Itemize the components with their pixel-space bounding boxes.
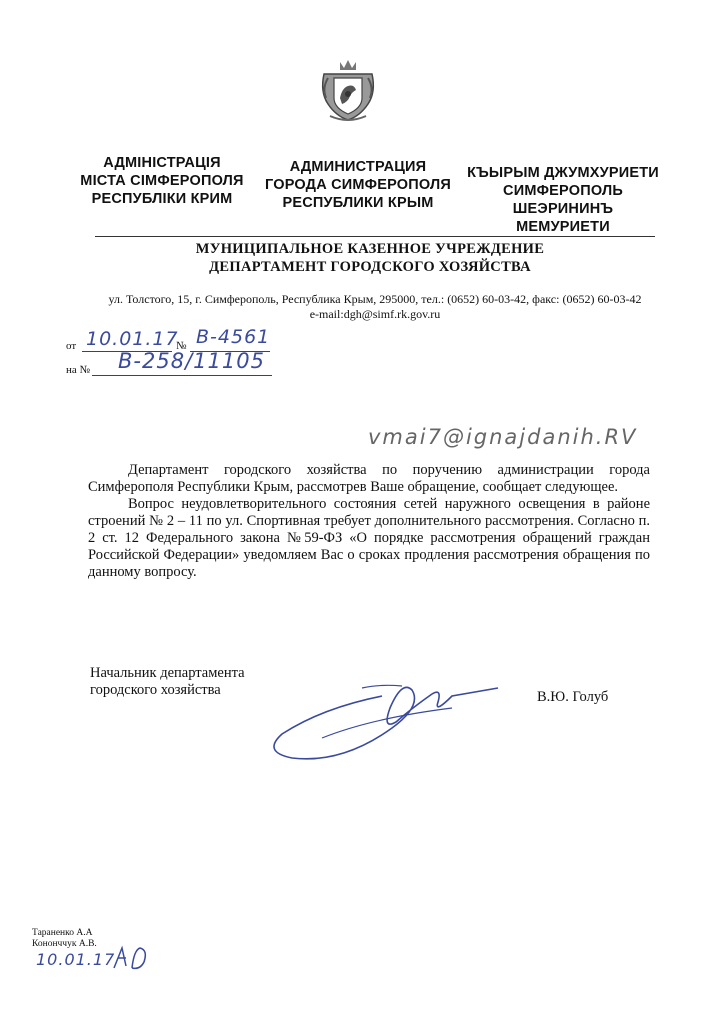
header-ua-line: МІСТА СІМФЕРОПОЛЯ (80, 173, 244, 189)
institution-line-2: ДЕПАРТАМЕНТ ГОРОДСКОГО ХОЗЯЙСТВА (209, 259, 531, 275)
executor-line-2: Кононччук А.В. (32, 939, 97, 949)
signatory-name: В.Ю. Голуб (537, 689, 609, 705)
header-ukrainian (62, 154, 262, 208)
signatory-title-line-2: городского хозяйства (90, 682, 221, 698)
address-block (80, 292, 670, 322)
reply-underline (92, 375, 272, 376)
header-crimean-tatar (458, 164, 668, 236)
header-ru-line: АДМИНИСТРАЦИЯ (289, 159, 427, 175)
header-russian (258, 158, 458, 212)
header-ua-line: РЕСПУБЛІКИ КРИМ (91, 191, 233, 207)
header-ru-line: ГОРОДА СИМФЕРОПОЛЯ (264, 177, 452, 193)
handwritten-executor-date: 10.01.17 (36, 950, 116, 969)
email-line: e-mail:dgh@simf.rk.gov.ru (309, 307, 441, 321)
handwritten-recipient-email: vmai7@ignajdanih.RV (368, 425, 638, 449)
handwritten-number: В-4561 (196, 326, 271, 348)
letter-body (88, 462, 650, 581)
header-divider (95, 236, 655, 237)
institution-line-1: МУНИЦИПАЛЬНОЕ КАЗЕННОЕ УЧРЕЖДЕНИЕ (195, 241, 545, 257)
in-reply-label: на № (66, 364, 91, 376)
signatory-title-line-1: Начальник департамента (90, 665, 245, 681)
body-paragraph-2: Вопрос неудовлетворительного состояния сетей наружного освещения в районе строений № 2 – 11 по ул. Спортивная требует дополнительного рассмотрения. Согласно п. 2 ст. 12 Федерального закона №59-ФЗ «О порядке рассмотрения обращений граждан Российской Федерации» уведомляем Вас о сроках продления рассмотрения обращения по данному вопросу. (88, 496, 650, 580)
number-label: № (176, 340, 187, 352)
header-ua-line: АДМІНІСТРАЦІЯ (103, 155, 221, 171)
header-ru-line: РЕСПУБЛИКИ КРЫМ (282, 195, 434, 211)
header-crh-line: МЕМУРИЕТИ (516, 219, 610, 235)
signatory-title (90, 665, 245, 699)
handwritten-signature (262, 668, 512, 768)
header-crh-line: СИМФЕРОПОЛЬ (503, 183, 623, 199)
executor-line-1: Тараненко А.А (32, 928, 93, 938)
address-line: ул. Толстого, 15, г. Симферополь, Республика Крым, 295000, тел.: (0652) 60-03-42, факс: (0652) 60-03-42 (108, 292, 642, 306)
from-label: от (66, 340, 77, 352)
executor-initials-mark (110, 944, 150, 972)
header-crh-line: ШЕЭРИНИНЪ (512, 201, 614, 217)
handwritten-reply-number: В-258/11105 (118, 349, 265, 373)
coat-of-arms-icon (318, 58, 378, 124)
handwritten-date: 10.01.17 (86, 328, 179, 350)
institution-title (90, 240, 650, 276)
executors-block (32, 928, 97, 950)
body-paragraph-1: Департамент городского хозяйства по поручению администрации города Симферополя Республики Крым, рассмотрев Ваше обращение, сообщает следующее. (88, 462, 650, 495)
header-crh-line: КЪЫРЫМ ДЖУМХУРИЕТИ (467, 165, 659, 181)
